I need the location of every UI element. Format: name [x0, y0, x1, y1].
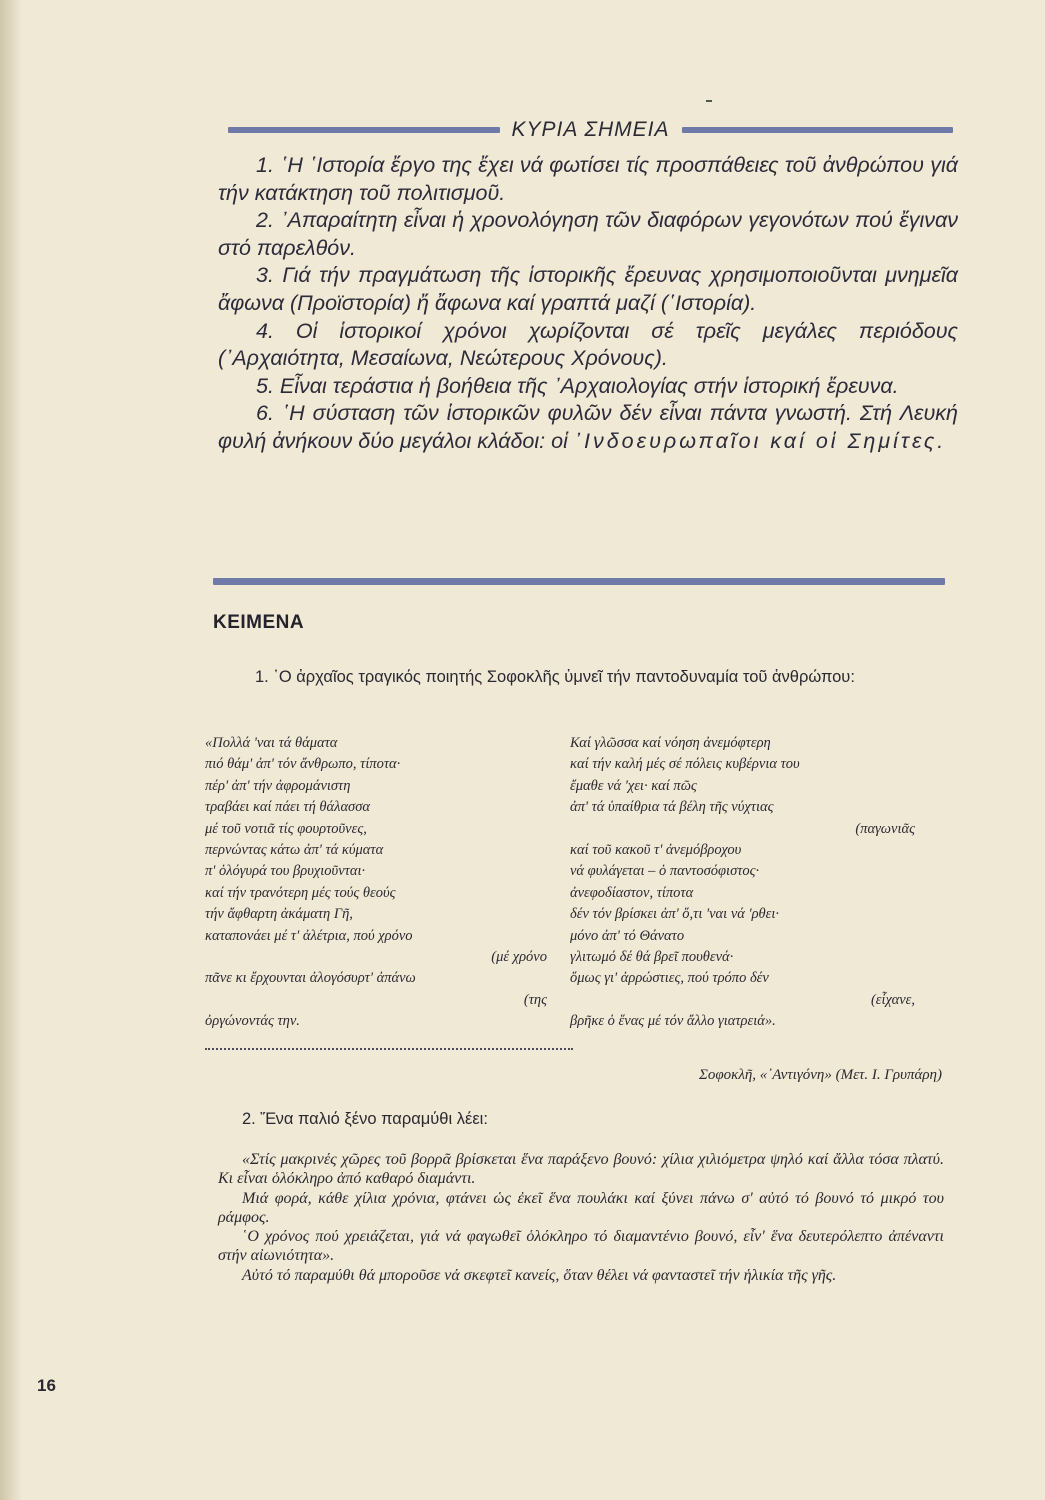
poem-line-continuation: (της [523, 991, 547, 1008]
section-header [228, 118, 953, 142]
poem-line: πιό θάμ' ἀπ' τόν ἄνθρωπο, τίποτα· [205, 756, 401, 773]
poem-line: μόνο ἀπ' τό Θάνατο [570, 927, 685, 944]
tale-paragraph: Αὐτό τό παραμύθι θά μποροῦσε νά σκεφτεῖ κανείς, ὅταν θέλει νά φανταστεῖ τήν ἡλικία τῆς γῆς. [242, 1266, 837, 1284]
poem-line-continuation: (μέ χρόνο [491, 949, 547, 966]
poem-line: μέ τοῦ νοτιᾶ τίς φουρτοῦνες, [205, 820, 367, 837]
key-point-4: 4. Οἱ ἱστορικοί χρόνοι χωρίζονται σέ τρεῖς μεγάλες περιόδους (᾿Αρχαιότητα, Μεσαίωνα, Νεώτερους Χρόνους). [218, 318, 958, 371]
tale-text [218, 1150, 944, 1285]
poem-line: πᾶνε κι ἔρχουνται ἀλογόσυρτ' ἀπάνω [205, 970, 416, 987]
text1-intro [213, 667, 953, 687]
text2-intro: 2. Ἕνα παλιό ξένο παραμύθι λέει: [242, 1110, 488, 1128]
key-point-6-text: 6. ῾Η σύσταση τῶν ἱστορικῶν φυλῶν δέν εἶναι πάντα γνωστή. Στή Λευκή φυλή ἀνήκουν δύο μεγάλοι κλάδοι: οἱ [218, 401, 958, 453]
poem-line: ἀπ' τά ὑπαίθρια τά βέλη τῆς νύχτιας [570, 799, 774, 816]
page-number: 16 [37, 1376, 56, 1395]
header-rule-left [228, 127, 500, 133]
book-spine [0, 0, 22, 1500]
poem-line-continuation: (εἶχανε, [870, 991, 915, 1008]
poem-line: π' ὁλόγυρά του βρυχιοῦνται· [205, 863, 366, 880]
poem-line: ἔμαθε νά 'χει· καί πῶς [570, 777, 697, 794]
poem-line: καταπονάει μέ τ' ἀλέτρια, πού χρόνο [205, 927, 413, 944]
dotted-separator [205, 1048, 573, 1054]
key-point-2: 2. ᾿Απαραίτητη εἶναι ἡ χρονολόγηση τῶν διαφόρων γεγονότων πού ἔγιναν στό παρελθόν. [218, 208, 958, 260]
poem-left-column [205, 733, 575, 1033]
poem-line: καί τήν καλή μές σέ πόλεις κυβέρνια του [570, 756, 800, 773]
section-rule [213, 578, 945, 585]
poem-source: Σοφοκλῆ, «᾿Αντιγόνη» (Μετ. Ι. Γρυπάρη) [698, 1067, 942, 1083]
poem-right-column [570, 733, 945, 1033]
key-point-3: 3. Γιά τήν πραγμάτωση τῆς ἱστορικῆς ἔρευνας χρησιμοποιοῦνται μνημεῖα ἄφωνα (Προϊστορία) ἤ ἄφωνα καί γραπτά μαζί (῾Ιστορία). [218, 263, 958, 315]
poem-line: πέρ' ἀπ' τήν ἀφρομάνιστη [205, 777, 351, 794]
poem-line: τραβάει καί πάει τή θάλασσα [205, 799, 370, 816]
tale-paragraph: ῾Ο χρόνος πού χρειάζεται, γιά νά φαγωθεῖ ὁλόκληρο τό διαμαντένιο βουνό, εἶν' ἕνα δευτερόλεπτο ἀπέναντι στήν αἰωνιότητα». [218, 1228, 944, 1265]
key-points [218, 152, 958, 456]
poem-line: βρῆκε ὁ ἕνας μέ τόν ἄλλο γιατρειά». [570, 1013, 776, 1030]
print-mark [706, 100, 712, 102]
poem-line: ἀνεφοδίαστον, τίποτα [570, 884, 694, 901]
key-point-1: 1. ῾Η ῾Ιστορία ἔργο της ἔχει νά φωτίσει τίς προσπάθειες τοῦ ἀνθρώπου γιά τήν κατάκτηση τοῦ πολιτισμοῦ. [218, 153, 958, 205]
poem-line: τήν ἄφθαρτη ἀκάματη Γῆ, [205, 906, 353, 923]
section-title: ΚΥΡΙΑ ΣΗΜΕΙΑ [511, 118, 670, 141]
poem-line: καί τήν τρανότερη μές τούς θεούς [205, 884, 396, 901]
tale-paragraph: Μιά φορά, κάθε χίλια χρόνια, φτάνει ὡς ἐκεῖ ἕνα πουλάκι καί ξύνει πάνω σ' αὐτό τό βουνό τό μικρό του ράμφος. [218, 1189, 944, 1226]
key-point-6 [218, 400, 958, 455]
poem-line: ὅμως γι' ἀρρώστιες, πού τρόπο δέν [570, 970, 769, 987]
key-point-6-spaced: ᾿Ινδοευρωπαῖοι καί οἱ Σημίτες. [573, 428, 947, 453]
poem-line: «Πολλά 'ναι τά θάματα [205, 735, 338, 751]
poem-line: Καί γλῶσσα καί νόηση ἀνεμόφτερη [570, 735, 771, 751]
poem-line: γλιτωμό δέ θά βρεῖ πουθενά· [570, 949, 734, 966]
poem-line-continuation: (παγωνιᾶς [855, 820, 915, 837]
poem-line: περνώντας κάτω ἀπ' τά κύματα [205, 842, 384, 859]
poem-line: καί τοῦ κακοῦ τ' ἀνεμόβροχου [570, 842, 742, 859]
text1-intro-text: 1. ῾Ο ἀρχαῖος τραγικός ποιητής Σοφοκλῆς ὑμνεῖ τήν παντοδυναμία τοῦ ἀνθρώπου: [255, 668, 855, 686]
texts-heading: ΚΕΙΜΕΝΑ [213, 612, 305, 633]
tale-paragraph: «Στίς μακρινές χῶρες τοῦ βορρᾶ βρίσκεται ἕνα παράξενο βουνό: χίλια χιλιόμετρα ψηλό καί ἄλλα τόσα πλατύ. Κι εἶναι ὁλόκληρο ἀπό καθαρό διαμάντι. [218, 1151, 944, 1188]
poem-line: ὀργώνοντάς την. [205, 1013, 300, 1030]
header-rule-right [682, 127, 954, 133]
poem-line: νά φυλάγεται – ὁ παντοσόφιστος· [570, 863, 760, 880]
key-point-5: 5. Εἶναι τεράστια ἡ βοήθεια τῆς ᾿Αρχαιολογίας στήν ἱστορική ἔρευνα. [256, 373, 899, 398]
poem-line: δέν τόν βρίσκει ἀπ' ὅ,τι 'ναι νά 'ρθει· [570, 906, 780, 923]
